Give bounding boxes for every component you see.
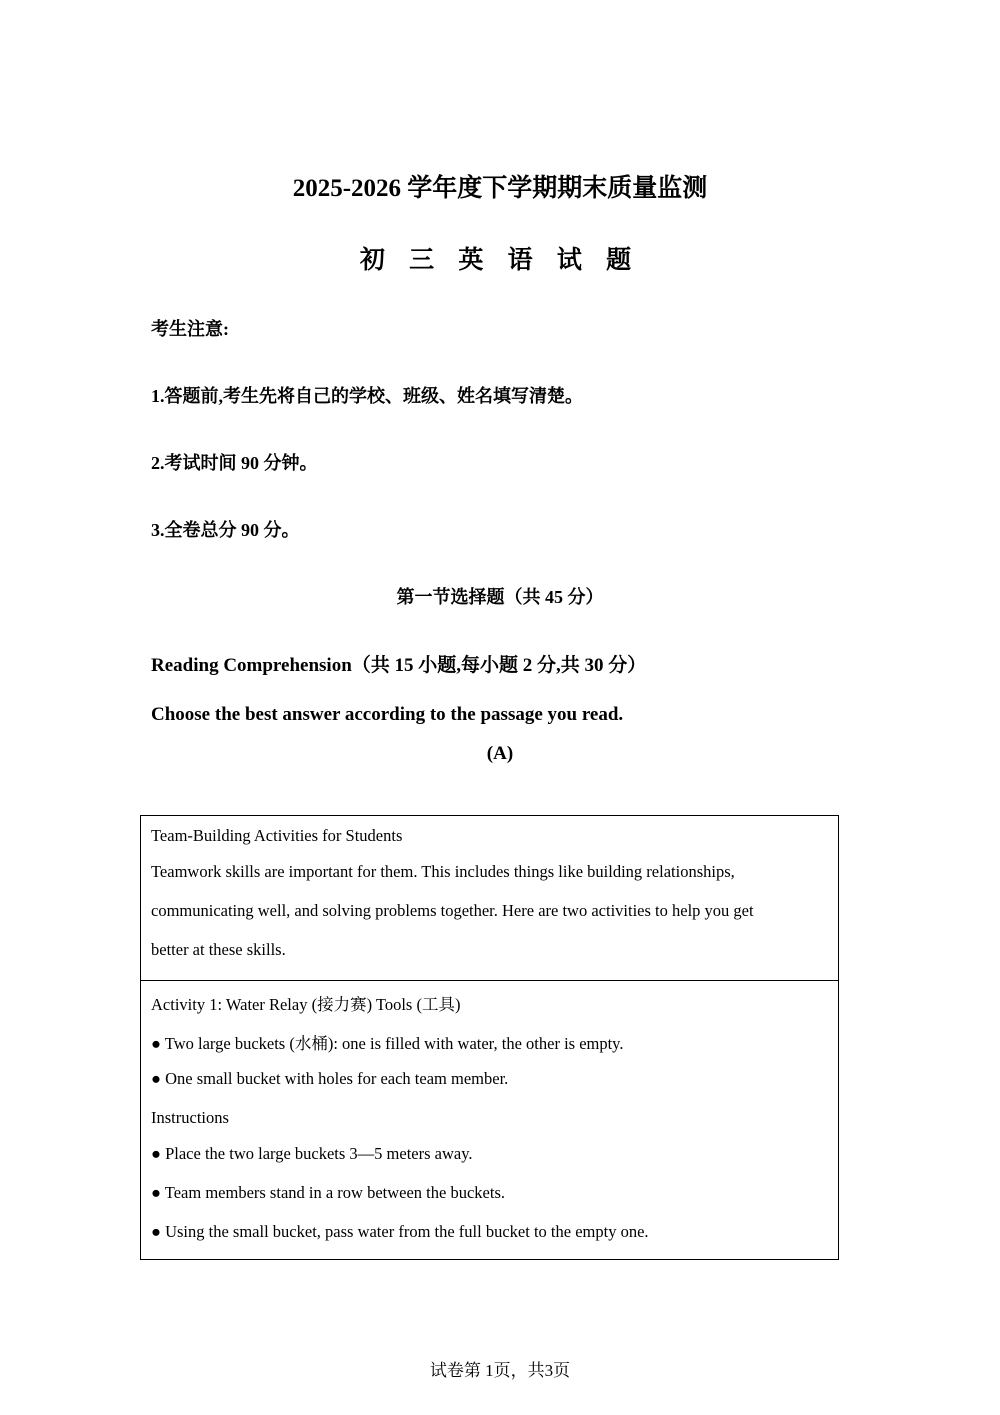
reading-instruction: Choose the best answer according to the passage you read. [151, 704, 624, 725]
passage-line: Teamwork skills are important for them. This includes things like building relationships, [151, 862, 735, 881]
activity-title: Activity 1: Water Relay (接力赛) Tools (工具) [151, 995, 461, 1014]
passage-line: better at these skills. [151, 940, 286, 959]
exam-title: 2025-2026 学年度下学期期末质量监测 [292, 175, 708, 202]
instruction-item: ● Place the two large buckets 3—5 meters away. [151, 1144, 473, 1163]
passage-label: (A) [486, 743, 514, 764]
table-divider [141, 980, 838, 981]
exam-subtitle: 初 三 英 语 试 题 [359, 247, 641, 274]
reading-comprehension-heading: Reading Comprehension（共 15 小题,每小题 2 分,共 30 分） [151, 655, 647, 676]
tool-item: ● Two large buckets (水桶): one is filled with water, the other is empty. [151, 1034, 624, 1053]
instruction-item: ● Team members stand in a row between the buckets. [151, 1183, 505, 1202]
passage-title: Team-Building Activities for Students [151, 826, 403, 845]
instructions-label: Instructions [151, 1108, 229, 1127]
instruction-item: ● Using the small bucket, pass water from the full bucket to the empty one. [151, 1222, 649, 1241]
passage-box [140, 815, 839, 1260]
passage-line: communicating well, and solving problems together. Here are two activities to help you get [151, 901, 754, 920]
notice-heading: 考生注意: [151, 319, 229, 339]
section-heading: 第一节选择题（共 45 分） [396, 587, 604, 607]
tool-item: ● One small bucket with holes for each team member. [151, 1069, 509, 1088]
notice-item: 1.答题前,考生先将自己的学校、班级、姓名填写清楚。 [151, 386, 583, 406]
notice-item: 2.考试时间 90 分钟。 [151, 453, 318, 473]
page-footer: 试卷第 1页，共3页 [429, 1361, 571, 1380]
notice-item: 3.全卷总分 90 分。 [151, 520, 300, 540]
